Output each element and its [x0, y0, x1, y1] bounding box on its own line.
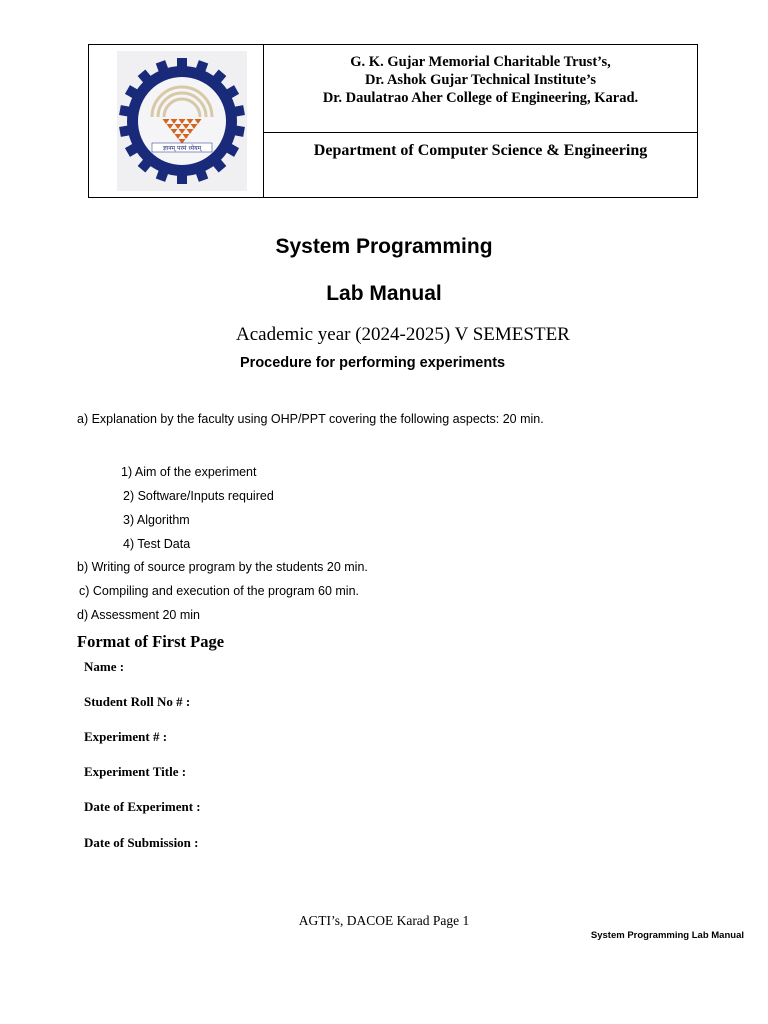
procedure-item-d: d) Assessment 20 min [77, 608, 200, 622]
procedure-item-a: a) Explanation by the faculty using OHP/PPT covering the following aspects: 20 min. [77, 412, 544, 426]
procedure-item-c: c) Compiling and execution of the program 60 min. [79, 584, 360, 598]
department-cell [264, 133, 697, 197]
format-heading: Format of First Page [77, 632, 225, 651]
field-experiment-title: Experiment Title : [84, 764, 187, 779]
logo-cell [89, 45, 264, 197]
procedure-item-b: b) Writing of source program by the students 20 min. [77, 560, 368, 574]
page-footer: AGTI’s, DACOE Karad Page 1 [298, 913, 470, 928]
procedure-heading: Procedure for performing experiments [240, 355, 506, 371]
field-date-experiment: Date of Experiment : [84, 799, 201, 814]
course-title: System Programming [275, 235, 493, 258]
aspect-item: 3) Algorithm [123, 513, 190, 527]
field-name: Name : [84, 659, 125, 674]
field-experiment-no: Experiment # : [84, 729, 168, 744]
aspect-item: 2) Software/Inputs required [123, 489, 274, 503]
field-date-submission: Date of Submission : [84, 835, 199, 850]
running-title: System Programming Lab Manual [590, 930, 744, 941]
academic-year: Academic year (2024-2025) V SEMESTER [236, 324, 570, 345]
college-logo [117, 51, 247, 191]
institute-line: Dr. Ashok Gujar Technical Institute’s [364, 72, 597, 88]
aspect-item: 1) Aim of the experiment [121, 465, 257, 479]
trust-line: G. K. Gujar Memorial Charitable Trust’s, [350, 54, 611, 70]
letterhead-table [88, 44, 698, 198]
aspect-item: 4) Test Data [123, 537, 191, 551]
logo-motto: ज्ञानम् परमं ध्येयम् [162, 145, 202, 152]
manual-title: Lab Manual [326, 282, 442, 305]
department-name: Department of Computer Science & Engineering [313, 142, 648, 159]
institution-name-cell [264, 45, 697, 133]
field-roll-no: Student Roll No # : [84, 694, 191, 709]
college-line: Dr. Daulatrao Aher College of Engineering, Karad. [322, 90, 639, 106]
